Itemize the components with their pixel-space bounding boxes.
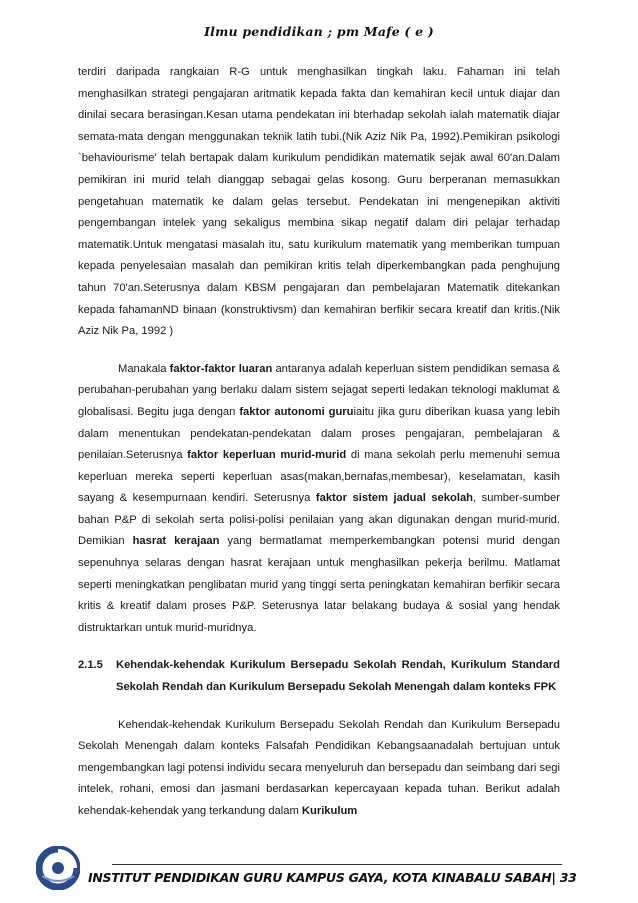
page-body (78, 62, 560, 823)
section-title: Kehendak-kehendak Kurikulum Bersepadu Sekolah Rendah, Kurikulum Standard Sekolah Rendah dan Kurikulum Bersepadu Sekolah Menengah dalam konteks FPK (116, 659, 560, 694)
section-heading (78, 655, 560, 698)
footer-institution: INSTITUT PENDIDIKAN GURU KAMPUS GAYA, KOTA KINABALU SABAH| 33 (88, 870, 577, 885)
institute-logo-icon (36, 846, 80, 890)
section-number: 2.1.5 (78, 659, 103, 672)
bold-term: faktor autonomi guru (239, 405, 354, 418)
footer-divider (112, 864, 562, 865)
paragraph-1: terdiri daripada rangkaian R-G untuk menghasilkan tingkah laku. Fahaman ini telah menghasilkan strategi pengajaran aritmatik kepada fakta dan kemahiran kecil untuk diajar dan dinilai secara berasingan.Kesan utama pendekatan ini bterhadap sekolah ialah matematik diajar semata-mata dengan menggunakan teknik latih tubi.(Nik Aziz Nik Pa, 1992).Pemikiran psikologi `behaviourisme' telah bertapak dalam kurikulum pendidikan matematik sejak awal 60'an.Dalam pemikiran ini murid telah dianggap sebagai gelas kosong. Guru berperanan memasukkan pengetahuan matematik ke dalam gelas tersebut. Pendekatan ini mengenepikan aktiviti pengembangan intelek yang sekaligus membina sikap negatif dalam diri pelajar terhadap matematik.Untuk mengatasi masalah itu, satu kurikulum matematik yang memberikan tumpuan kepada penyelesaian masalah dan pemikiran kritis telah diperkembangkan pada penghujung tahun 70'an.Seterusnya dalam KBSM pengajaran dan pembelajaran Matematik ditekankan kepada fahamanND binaan (konstruktivsm) dan kemahiran berfikir secara kreatif dan kritis.(Nik Aziz Nik Pa, 1992 ) (78, 66, 560, 338)
paragraph-3: Kehendak-kehendak Kurikulum Bersepadu Sekolah Rendah dan Kurikulum Bersepadu Sekolah Menengah dalam konteks Falsafah Pendidikan Kebangsaanadalah bertujuan untuk mengembangkan lagi potensi individu secara menyeluruh dan bersepadu dan seimbang dari segi intelek, rohani, emosi dan jasmani berdasarkan kepercayaan kepada tuhan. Berikut adalah kehendak-kehendak yang terkandung dalam Kurikulum (78, 718, 560, 817)
bold-term: Kurikulum (301, 805, 358, 817)
bold-term: faktor-faktor luaran (169, 362, 273, 375)
paragraph-2: Manakala faktor-faktor luaran antaranya adalah keperluan sistem pendidikan semasa & perubahan-perubahan yang berlaku dalam sistem sejagat seperti ledakan teknologi maklumat & globalisasi. Begitu juga dengan faktor autonomi guruiaitu jika guru diberikan kuasa yang lebih dalam menentukan pendekatan-pendekatan dalam proses pengajaran, pembelajaran & penilaian.Seterusnya faktor keperluan murid-murid di mana sekolah perlu memenuhi semua keperluan mereka seperti keperluan asas(makan,bernafas,membesar), keselamatan, kasih sayang & kesempurnaan kendiri. Seterusnya faktor sistem jadual sekolah, sumber-sumber bahan P&P di sekolah serta polisi-polisi penilaian yang akan digunakan dengan murid-murid. Demikian hasrat kerajaan yang bermatlamat memperkembangkan potensi murid dengan sepenuhnya selaras dengan hasrat kerajaan untuk menghasilkan pekerja berilmu. Matlamat seperti meningkatkan penglibatan murid yang tinggi serta peningkatan kemahiran berfikir secara kritis & kreatif dalam proses P&P. Seterusnya latar belakang budaya & sosial yang hendak distruktarkan untuk murid-muridnya. (78, 362, 561, 634)
running-header: Ilmu pendidikan ; pm Mafe ( e ) (204, 24, 434, 39)
bold-term: faktor keperluan murid-murid (187, 449, 347, 462)
bold-term: faktor sistem jadual sekolah (315, 492, 473, 505)
bold-term: hasrat kerajaan (132, 535, 220, 548)
